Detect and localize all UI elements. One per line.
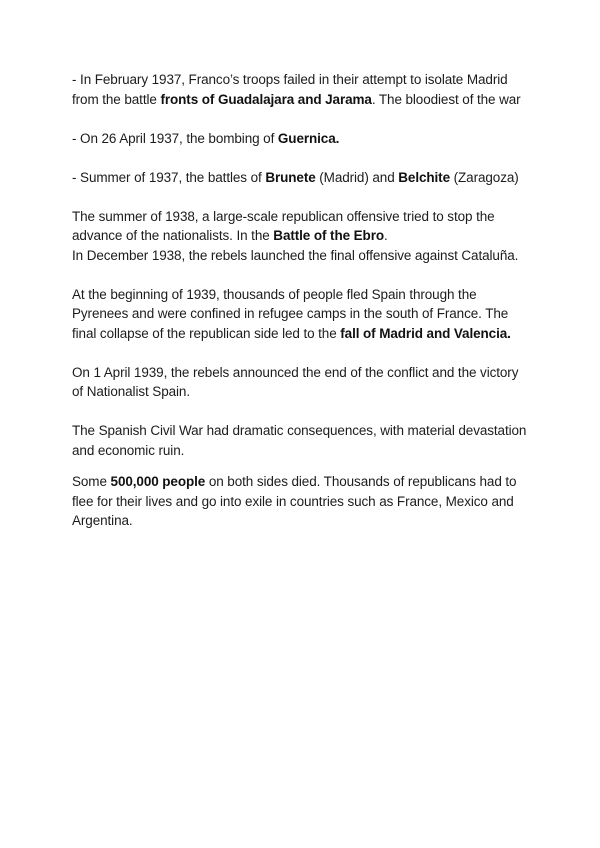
bold-text-segment: Brunete <box>265 169 316 185</box>
text-segment: (Zaragoza) <box>449 169 519 185</box>
paragraph-pyrenees <box>72 285 532 344</box>
paragraph-spacer <box>72 109 532 129</box>
bold-text-segment: fronts of Guadalajara and Jarama <box>160 91 372 107</box>
text-segment: - On 26 April 1937, the bombing of <box>72 130 278 146</box>
paragraph-spacer <box>72 460 532 472</box>
paragraph-casualties-exile <box>72 472 532 531</box>
text-segment: At the beginning of 1939, thousands of people fled Spain through the Pyrenees and were confined in refugee camps in the south of France. The final collapse of the republican side led to the <box>72 286 509 341</box>
bold-text-segment: Belchite <box>398 169 450 185</box>
text-segment: - Summer of 1937, the battles of <box>72 169 266 185</box>
text-segment: - In February 1937, Franco’s troops failed in their attempt to isolate Madrid from the battle <box>72 72 508 107</box>
paragraph-ebro <box>72 207 532 246</box>
paragraph-spacer <box>72 187 532 207</box>
bold-text-segment: Battle of the Ebro <box>273 228 384 243</box>
paragraph-consequences <box>72 421 532 460</box>
bold-text-segment: Guernica. <box>277 130 340 146</box>
text-segment: In December 1938, the rebels launched the final offensive against Cataluña. <box>72 247 519 263</box>
text-segment: . The bloodiest of the war <box>371 91 521 107</box>
text-segment: (Madrid) and <box>315 169 399 185</box>
bold-text-segment: fall of Madrid and Valencia. <box>340 325 511 341</box>
text-segment: On 1 April 1939, the rebels announced the end of the conflict and the victory of Nationalist Spain. <box>72 364 519 399</box>
text-segment: on both sides died. Thousands of republicans had to flee for their lives and go into exile in countries such as France, Mexico and Argentina. <box>72 474 517 528</box>
document-page <box>72 70 532 531</box>
paragraph-brunete-belchite <box>72 168 532 188</box>
text-segment: . <box>384 228 388 243</box>
bold-text-segment: 500,000 people <box>110 474 206 489</box>
paragraph-spacer <box>72 343 532 363</box>
paragraph-cataluna <box>72 246 532 266</box>
paragraph-spacer <box>72 402 532 422</box>
text-segment: The summer of 1938, a large-scale republican offensive tried to stop the advance of the nationalists. In the <box>72 208 495 243</box>
text-segment: The Spanish Civil War had dramatic consequences, with material devastation and economic ruin. <box>72 423 527 458</box>
text-segment: Some <box>72 474 111 489</box>
paragraph-guadalajara-jarama <box>72 70 532 109</box>
paragraph-spacer <box>72 265 532 285</box>
paragraph-spacer <box>72 148 532 168</box>
paragraph-guernica <box>72 129 532 149</box>
paragraph-end-of-conflict <box>72 363 532 402</box>
